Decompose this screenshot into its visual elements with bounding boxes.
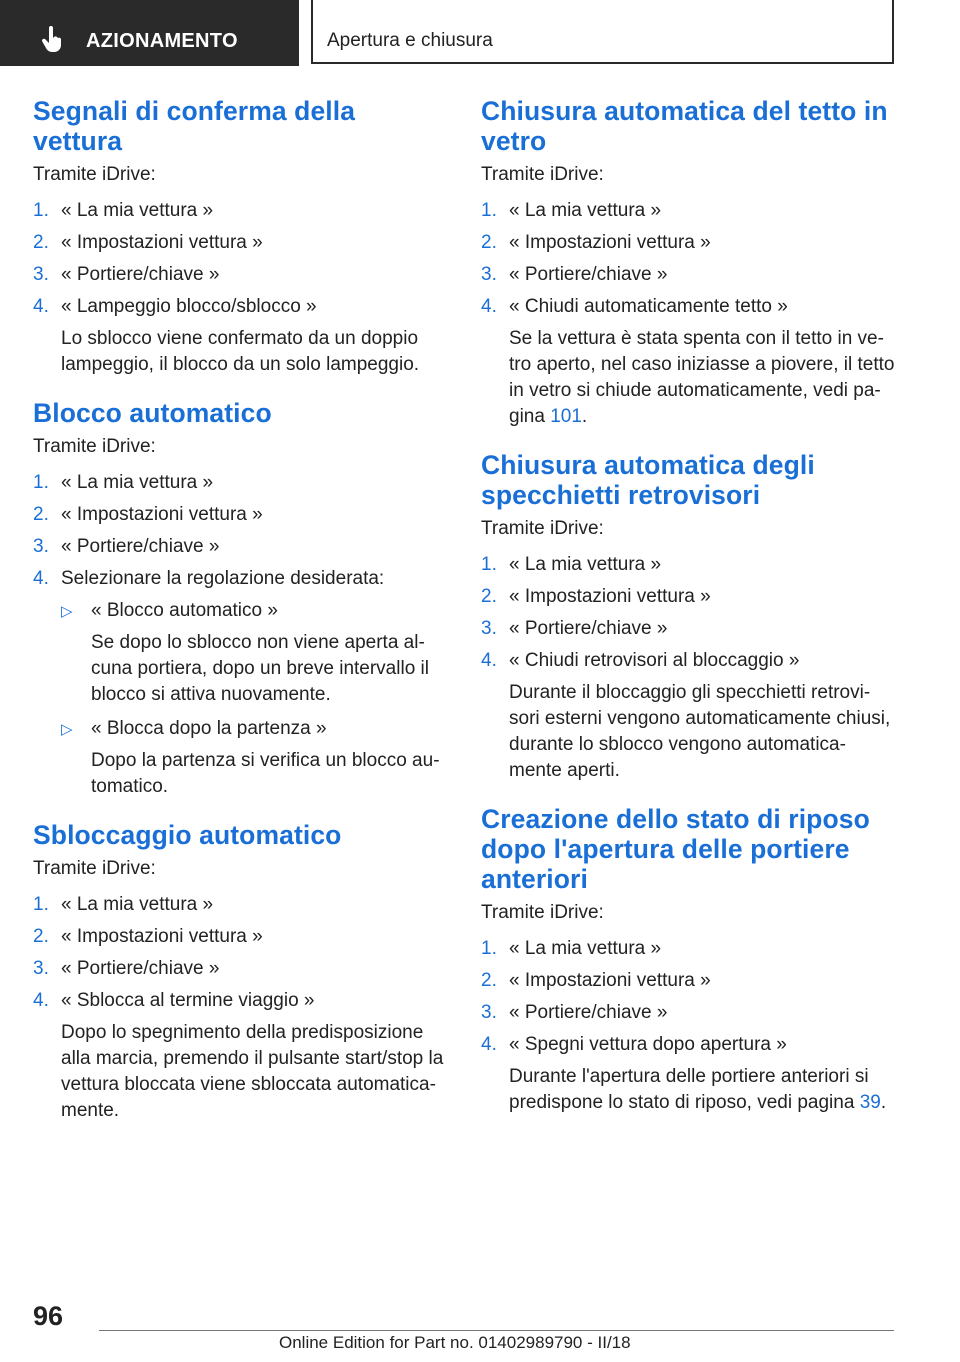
step-number: 4.: [481, 650, 497, 671]
section-auto-lock: [33, 398, 445, 800]
step-text: « Chiudi retrovisori al bloccaggio »: [509, 650, 800, 671]
steps-list: [33, 198, 445, 378]
step-number: 1.: [33, 472, 49, 493]
step-number: 3.: [33, 958, 49, 979]
option-text: Se dopo lo sblocco non viene aperta al- cuna portiera, dopo un breve intervallo il blocco si attiva nuovamente.: [91, 632, 429, 705]
section-title: Blocco automatico: [33, 398, 272, 428]
step-text: « Portiere/chiave »: [509, 264, 668, 285]
step-item: [481, 648, 896, 784]
option-label: « Blocco automatico »: [91, 600, 278, 621]
step-item: [33, 502, 445, 528]
step-item: [481, 936, 896, 962]
steps-list: [33, 892, 445, 1124]
step-text: « La mia vettura »: [509, 938, 662, 959]
step-number: 3.: [33, 264, 49, 285]
step-item: [481, 294, 896, 430]
step-text: « Lampeggio blocco/sblocco »: [61, 296, 317, 317]
via-label: Tramite iDrive:: [33, 858, 156, 879]
section-title: Segnali di conferma della vettura: [33, 96, 356, 156]
step-number: 3.: [33, 536, 49, 557]
step-item: [33, 470, 445, 496]
triangle-right-icon: ▷: [61, 603, 73, 620]
step-text: « Spegni vettura dopo apertura »: [509, 1034, 787, 1055]
step-text: « Portiere/chiave »: [61, 536, 220, 557]
step-item: [33, 230, 445, 256]
step-number: 2.: [33, 504, 49, 525]
note-text: Durante l'apertura delle portiere anteriori si predispone lo stato di riposo, vedi pagina: [509, 1066, 869, 1113]
step-number: 1.: [33, 200, 49, 221]
step-item: [481, 1032, 896, 1116]
step-text: « La mia vettura »: [61, 894, 214, 915]
step-item: [33, 294, 445, 378]
step-number: 2.: [33, 232, 49, 253]
chapter-title: Apertura e chiusura: [327, 30, 493, 51]
step-item: [33, 262, 445, 288]
step-item: [33, 198, 445, 224]
step-number: 2.: [481, 232, 497, 253]
step-text: « Portiere/chiave »: [509, 618, 668, 639]
step-item: [481, 262, 896, 288]
step-item: [481, 968, 896, 994]
step-number: 4.: [481, 1034, 497, 1055]
section-auto-unlock: [33, 820, 445, 1124]
step-item: [33, 534, 445, 560]
section-auto-close-roof: [481, 96, 896, 430]
step-number: 3.: [481, 1002, 497, 1023]
step-item: [481, 1000, 896, 1026]
via-label: Tramite iDrive:: [481, 518, 604, 539]
step-text: Selezionare la regolazione desiderata:: [61, 568, 385, 589]
step-text: « Impostazioni vettura »: [509, 586, 711, 607]
option-item: [61, 598, 445, 708]
step-item: [481, 198, 896, 224]
steps-list: [33, 470, 445, 800]
step-text: « Impostazioni vettura »: [509, 232, 711, 253]
step-item: [481, 230, 896, 256]
section-title: Chiusura automatica del tetto in vetro: [481, 96, 888, 156]
step-number: 4.: [33, 990, 49, 1011]
note-end: .: [581, 406, 588, 427]
step-text: « La mia vettura »: [509, 554, 662, 575]
via-label: Tramite iDrive:: [33, 436, 156, 457]
page-reference-link[interactable]: 101: [550, 406, 582, 427]
right-column: [481, 96, 896, 1136]
touch-hand-icon: [40, 26, 64, 54]
section-standby-state: [481, 804, 896, 1116]
step-text: « La mia vettura »: [61, 472, 214, 493]
section-label: AZIONAMENTO: [86, 30, 238, 52]
steps-list: [481, 552, 896, 784]
page-number: 96: [33, 1301, 64, 1331]
footer-divider: [99, 1330, 894, 1331]
via-label: Tramite iDrive:: [481, 164, 604, 185]
step-number: 3.: [481, 618, 497, 639]
step-item: [481, 616, 896, 642]
step-item: [33, 988, 445, 1124]
step-note: Dopo lo spegnimento della predisposizione alla marcia, premendo il pulsante start/stop la vettura bloccata viene sbloccata automatica- mente.: [61, 1022, 444, 1121]
step-text: « La mia vettura »: [61, 200, 214, 221]
step-number: 1.: [481, 554, 497, 575]
option-text: Dopo la partenza si verifica un blocco au- tomatico.: [91, 750, 440, 797]
step-note: [509, 1064, 896, 1116]
via-label: Tramite iDrive:: [481, 902, 604, 923]
option-item: [61, 716, 445, 800]
section-title: Chiusura automatica degli specchietti retrovisori: [481, 450, 815, 510]
step-number: 3.: [481, 264, 497, 285]
step-item: [33, 956, 445, 982]
step-number: 4.: [33, 568, 49, 589]
step-text: « Portiere/chiave »: [509, 1002, 668, 1023]
step-text: « Portiere/chiave »: [61, 958, 220, 979]
step-text: « Portiere/chiave »: [61, 264, 220, 285]
step-text: « Chiudi automaticamente tetto »: [509, 296, 788, 317]
step-number: 2.: [481, 586, 497, 607]
via-label: Tramite iDrive:: [33, 164, 156, 185]
step-note: Lo sblocco viene confermato da un doppio lampeggio, il blocco da un solo lampeggio.: [61, 328, 420, 375]
step-item: [33, 924, 445, 950]
step-text: « La mia vettura »: [509, 200, 662, 221]
left-column: [33, 96, 445, 1144]
step-number: 1.: [33, 894, 49, 915]
step-number: 1.: [481, 200, 497, 221]
step-item: [33, 892, 445, 918]
step-note: [509, 326, 896, 430]
option-list: [61, 598, 445, 800]
steps-list: [481, 936, 896, 1116]
edition-note: Online Edition for Part no. 01402989790 - II/18: [279, 1333, 631, 1352]
triangle-right-icon: ▷: [61, 721, 73, 738]
section-confirmation-signals: [33, 96, 445, 378]
section-auto-fold-mirrors: [481, 450, 896, 784]
note-text: Se la vettura è stata spenta con il tetto in ve- tro aperto, nel caso iniziasse a piovere, il tetto in vetro si chiude automaticamente, vedi pa- gina: [509, 328, 895, 427]
section-title: Creazione dello stato di riposo dopo l'apertura delle portiere anteriori: [481, 804, 870, 894]
step-item: [481, 584, 896, 610]
step-number: 1.: [481, 938, 497, 959]
step-text: « Impostazioni vettura »: [61, 926, 263, 947]
section-tab: [0, 0, 299, 66]
steps-list: [481, 198, 896, 430]
step-item: [481, 552, 896, 578]
section-title: Sbloccaggio automatico: [33, 820, 342, 850]
note-end: .: [880, 1092, 887, 1113]
step-note: Durante il bloccaggio gli specchietti retrovi- sori esterni vengono automaticamente chiusi, durante lo sblocco vengono automatica- mente aperti.: [509, 682, 891, 781]
chapter-header: [311, 0, 894, 64]
step-number: 2.: [481, 970, 497, 991]
option-label: « Blocca dopo la partenza »: [91, 718, 327, 739]
page-reference-link[interactable]: 39: [859, 1092, 881, 1113]
step-text: « Impostazioni vettura »: [61, 232, 263, 253]
step-number: 2.: [33, 926, 49, 947]
step-text: « Impostazioni vettura »: [61, 504, 263, 525]
step-number: 4.: [33, 296, 49, 317]
step-text: « Impostazioni vettura »: [509, 970, 711, 991]
step-text: « Sblocca al termine viaggio »: [61, 990, 315, 1011]
step-number: 4.: [481, 296, 497, 317]
step-item: [33, 566, 445, 800]
